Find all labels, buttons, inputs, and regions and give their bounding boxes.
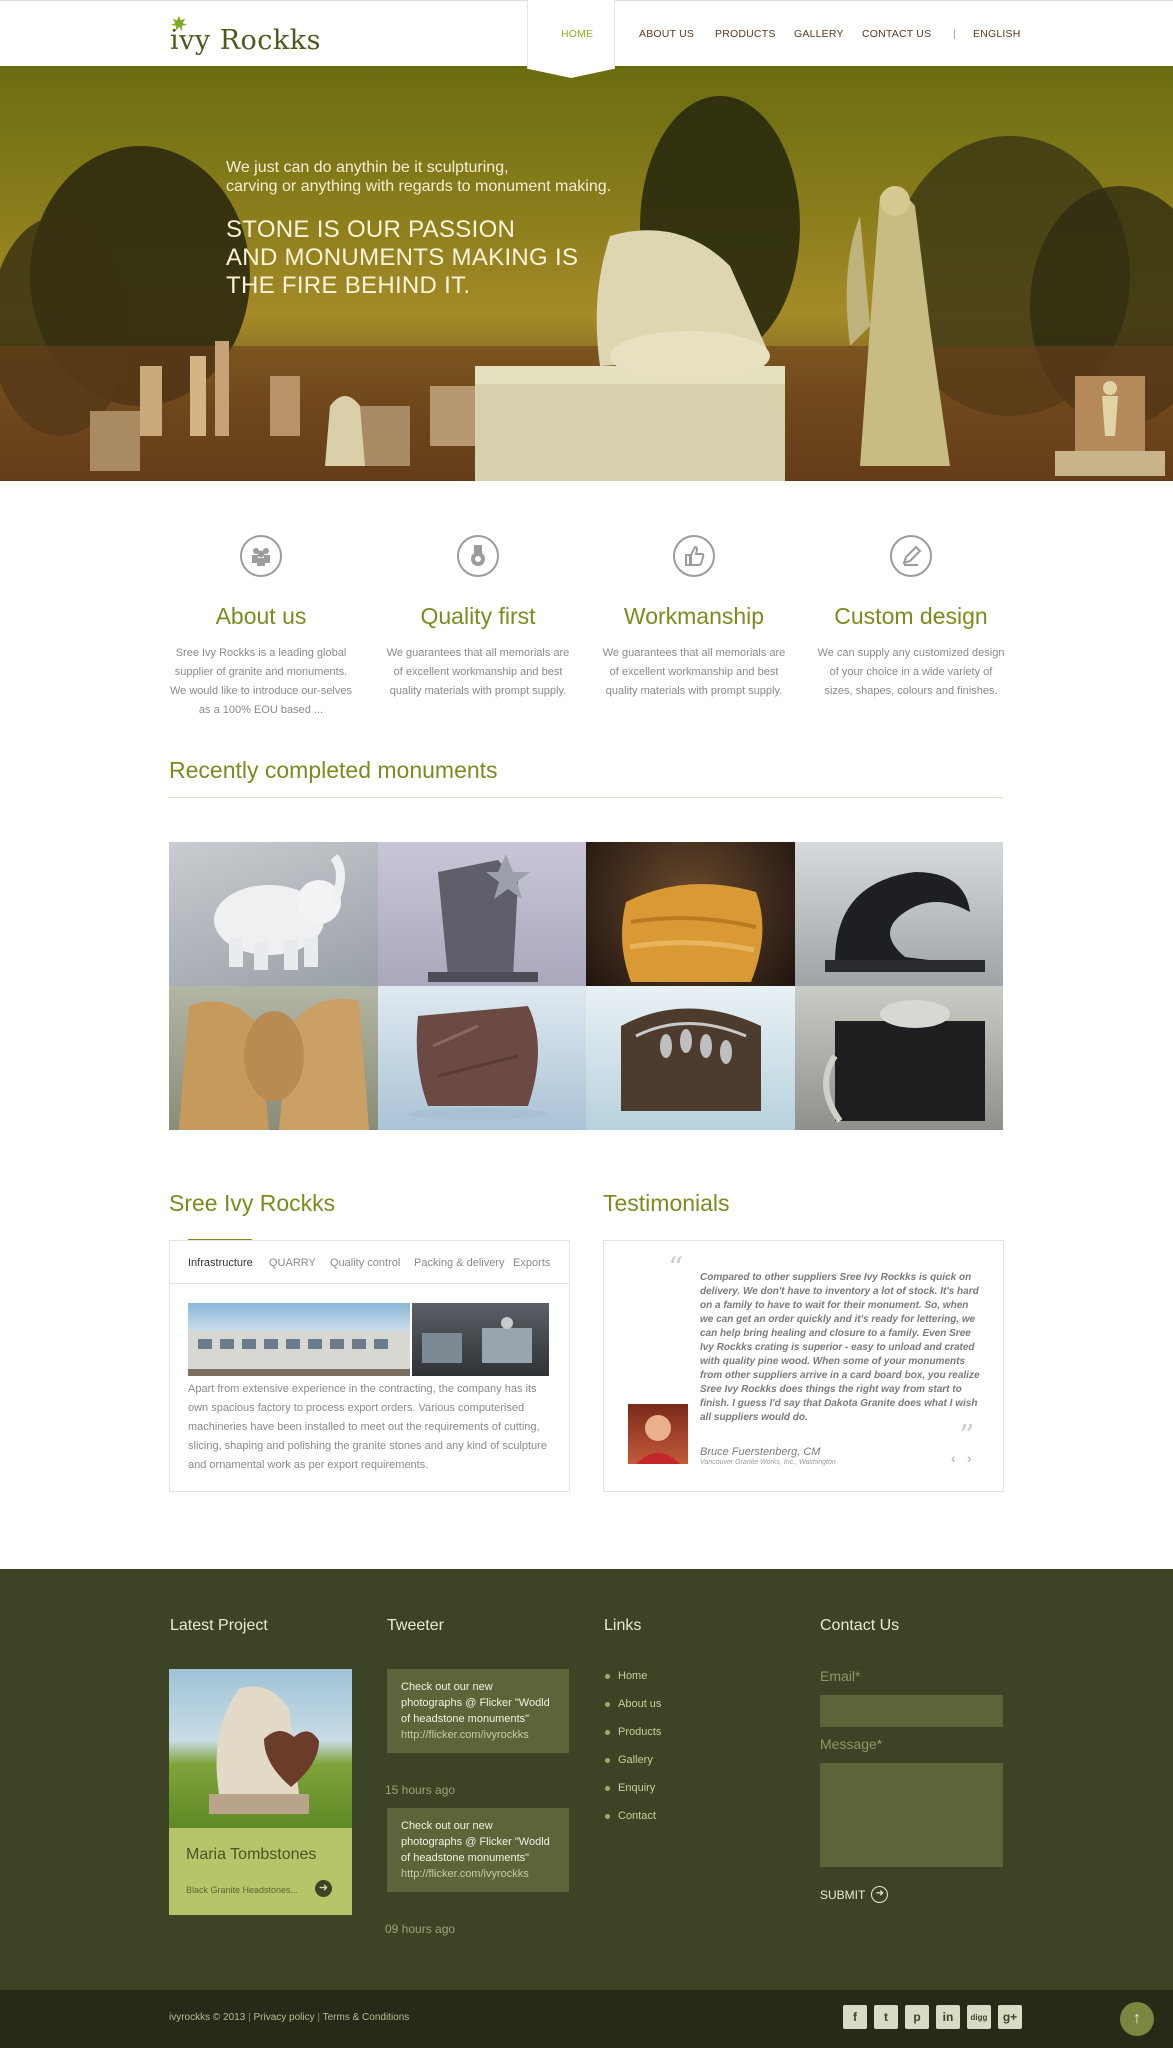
scroll-top-icon[interactable]: ↑ xyxy=(1120,2002,1154,2036)
feature-title: Quality first xyxy=(420,603,536,629)
submit-label: SUBMIT xyxy=(820,1887,866,1902)
footer-title-tweeter: Tweeter xyxy=(387,1617,444,1634)
tab-quarry[interactable]: QUARRY xyxy=(269,1257,316,1269)
tweet-card xyxy=(387,1669,569,1753)
footer-link-enquiry[interactable]: Enquiry xyxy=(618,1782,656,1794)
section-title-company: Sree Ivy Rockks xyxy=(169,1190,336,1216)
hero-subtitle xyxy=(226,158,611,196)
feature-text: We guarantees that all memorials are of excellent workmanship and best quality materials with prompt supply. xyxy=(602,647,786,697)
footer-title-latest: Latest Project xyxy=(170,1617,268,1634)
tab-quality-control[interactable]: Quality control xyxy=(330,1257,401,1269)
nav-item-home[interactable]: HOME xyxy=(561,28,594,40)
monument-gallery xyxy=(169,842,1003,1130)
hero-banner xyxy=(0,66,1173,481)
tweet-card xyxy=(387,1808,569,1892)
gallery-item-elephant[interactable] xyxy=(169,842,378,986)
latest-project-caption[interactable] xyxy=(169,1828,352,1915)
feature-title: Workmanship xyxy=(623,603,765,629)
footer-link-products[interactable]: Products xyxy=(618,1726,662,1738)
linkedin-icon[interactable]: in xyxy=(936,2005,960,2029)
footer-title-contact: Contact Us xyxy=(820,1617,900,1634)
testimonial-quote: Compared to other suppliers Sree Ivy Rockks is quick on delivery. We don't have to inventory a lot of stock. It's hard on a family to have to wait for their monument. So, when we can get an order quickly and it's ready for lettering, we can help bring healing and closure to a family. Even Sree Ivy Rockks crating is superior - easy to unload and crated with quality pine wood. When some of your monuments from other suppliers arrive in a card board box, you realize Sree Ivy Rockks does things the right way from start to finish. I guess I'd say that Dakota Granite does what I wish all suppliers would do. xyxy=(700,1272,980,1423)
tab-divider xyxy=(170,1283,569,1284)
tweet-time: 09 hours ago xyxy=(385,1922,456,1936)
prev-arrow-icon[interactable]: ‹ xyxy=(951,1450,956,1466)
project-name: Maria Tombstones xyxy=(186,1846,317,1863)
feature-workmanship xyxy=(599,535,789,701)
email-field[interactable] xyxy=(820,1695,1003,1727)
feature-title: About us xyxy=(215,603,307,629)
footer-link-gallery[interactable]: Gallery xyxy=(618,1754,653,1766)
gallery-item-black-swirl[interactable] xyxy=(795,842,1004,986)
hero-subtitle-line-2: carving or anything with regards to monument making. xyxy=(226,178,612,195)
hero-headline-line-2: AND MONUMENTS MAKING IS xyxy=(226,244,579,271)
feature-text: We can supply any customized design of your choice in a wide variety of sizes, shapes, colours and finishes. xyxy=(817,647,1005,697)
footer-link-contact[interactable]: Contact xyxy=(618,1810,656,1822)
footer xyxy=(0,1569,1173,1990)
bottom-bar xyxy=(0,1990,1173,2048)
feature-text: We guarantees that all memorials are of excellent workmanship and best quality materials with prompt supply. xyxy=(386,647,570,697)
gallery-item-star-headstone[interactable] xyxy=(378,842,587,986)
testimonial-author: Bruce Fuerstenberg, CM xyxy=(700,1446,821,1458)
feature-custom-design xyxy=(816,535,1006,701)
tweet-text: Check out our new photographs @ Flicker "Wodld of headstone monuments" xyxy=(401,1681,550,1725)
main-nav xyxy=(0,0,1173,66)
feature-text: Sree Ivy Rockks is a leading global supplier of granite and monuments. We would like to introduce our-selves as a 100% EOU based ... xyxy=(170,647,352,716)
factory-image xyxy=(188,1303,410,1376)
tweet-time: 15 hours ago xyxy=(385,1783,456,1797)
nav-divider: | xyxy=(953,28,956,40)
people-icon xyxy=(240,535,282,577)
close-quote-icon: ” xyxy=(959,1419,975,1454)
company-description: Apart from extensive experience in the contracting, the company has its own spacious factory to process export orders. Various computerised machineries have been installed to meet out the requirements of cutting, slicing, shaping and polishing the granite stones and any kind of sculpture and ornamental work as per export requirements. xyxy=(188,1383,547,1471)
tweet-link[interactable]: http://flicker.com/ivyrockks xyxy=(401,1729,529,1741)
gallery-item-leaf-headstone[interactable] xyxy=(586,986,795,1130)
gallery-item-angel-sandstone[interactable] xyxy=(169,986,378,1130)
thumbs-up-icon xyxy=(673,535,715,577)
feature-about-us xyxy=(166,535,356,720)
privacy-link[interactable]: Privacy policy xyxy=(253,2012,315,2023)
terms-link[interactable]: Terms & Conditions xyxy=(322,2012,410,2023)
message-field[interactable] xyxy=(820,1763,1003,1867)
footer-title-links: Links xyxy=(604,1617,642,1634)
hero-headline-line-3: THE FIRE BEHIND IT. xyxy=(226,272,471,299)
tweet-text: Check out our new photographs @ Flicker "Wodld of headstone monuments" xyxy=(401,1820,550,1864)
hero-headline-line-1: STONE IS OUR PASSION xyxy=(226,216,516,243)
next-arrow-icon[interactable]: › xyxy=(967,1450,972,1466)
author-avatar xyxy=(628,1404,688,1464)
tab-exports[interactable]: Exports xyxy=(513,1257,551,1269)
logo-text: ivy Rockks xyxy=(170,25,322,56)
section-title-testimonials: Testimonials xyxy=(603,1190,730,1216)
tab-infrastructure[interactable]: Infrastructure xyxy=(188,1257,253,1269)
submit-button[interactable] xyxy=(820,1886,888,1903)
testimonials-panel xyxy=(603,1240,1004,1492)
message-label: Message* xyxy=(820,1736,883,1752)
digg-icon[interactable]: digg xyxy=(967,2005,991,2029)
twitter-icon[interactable]: t xyxy=(874,2005,898,2029)
feature-quality-first xyxy=(383,535,573,701)
legal-links: ivyrockks © 2013 | Privacy policy | Terms & Conditions xyxy=(169,2012,410,2023)
feature-title: Custom design xyxy=(834,603,988,629)
machinery-image xyxy=(412,1303,549,1376)
section-title-recent: Recently completed monuments xyxy=(169,757,498,783)
gallery-item-brown-granite[interactable] xyxy=(378,986,587,1130)
latest-project-image[interactable] xyxy=(169,1669,352,1828)
testimonial-company: Vancouver Granite Works, Inc., Washington xyxy=(700,1459,836,1466)
google-plus-icon[interactable]: g+ xyxy=(998,2005,1022,2029)
tweet-link[interactable]: http://flicker.com/ivyrockks xyxy=(401,1868,529,1880)
footer-link-about-us[interactable]: About us xyxy=(618,1698,662,1710)
company-tabs-panel xyxy=(169,1240,570,1492)
pencil-icon xyxy=(890,535,932,577)
arrow-right-icon: ➜ xyxy=(871,1886,888,1903)
footer-link-home[interactable]: Home xyxy=(618,1670,648,1682)
nav-item-about-us[interactable]: ABOUT US xyxy=(639,28,695,40)
divider xyxy=(169,797,1003,798)
facebook-icon[interactable]: f xyxy=(843,2005,867,2029)
nav-item-gallery[interactable]: GALLERY xyxy=(794,28,844,40)
hero-headline xyxy=(226,216,578,300)
nav-item-language[interactable]: ENGLISH xyxy=(973,28,1021,40)
open-quote-icon: “ xyxy=(668,1251,684,1286)
gallery-item-black-flower[interactable] xyxy=(795,986,1004,1130)
nav-item-products[interactable]: PRODUCTS xyxy=(715,28,776,40)
gallery-item-sandstone[interactable] xyxy=(586,842,795,986)
medal-icon xyxy=(457,535,499,577)
copyright: ivyrockks © 2013 xyxy=(169,2012,246,2023)
hero-image xyxy=(0,66,1173,481)
tab-packing-delivery[interactable]: Packing & delivery xyxy=(414,1257,505,1269)
arrow-right-icon[interactable]: ➜ xyxy=(315,1880,332,1897)
nav-item-contact-us[interactable]: CONTACT US xyxy=(862,28,932,40)
hero-subtitle-line-1: We just can do anythin be it sculpturing, xyxy=(226,159,509,176)
pinterest-icon[interactable]: p xyxy=(905,2005,929,2029)
email-label: Email* xyxy=(820,1668,861,1684)
project-subtitle: Black Granite Headstones... xyxy=(186,1885,299,1895)
